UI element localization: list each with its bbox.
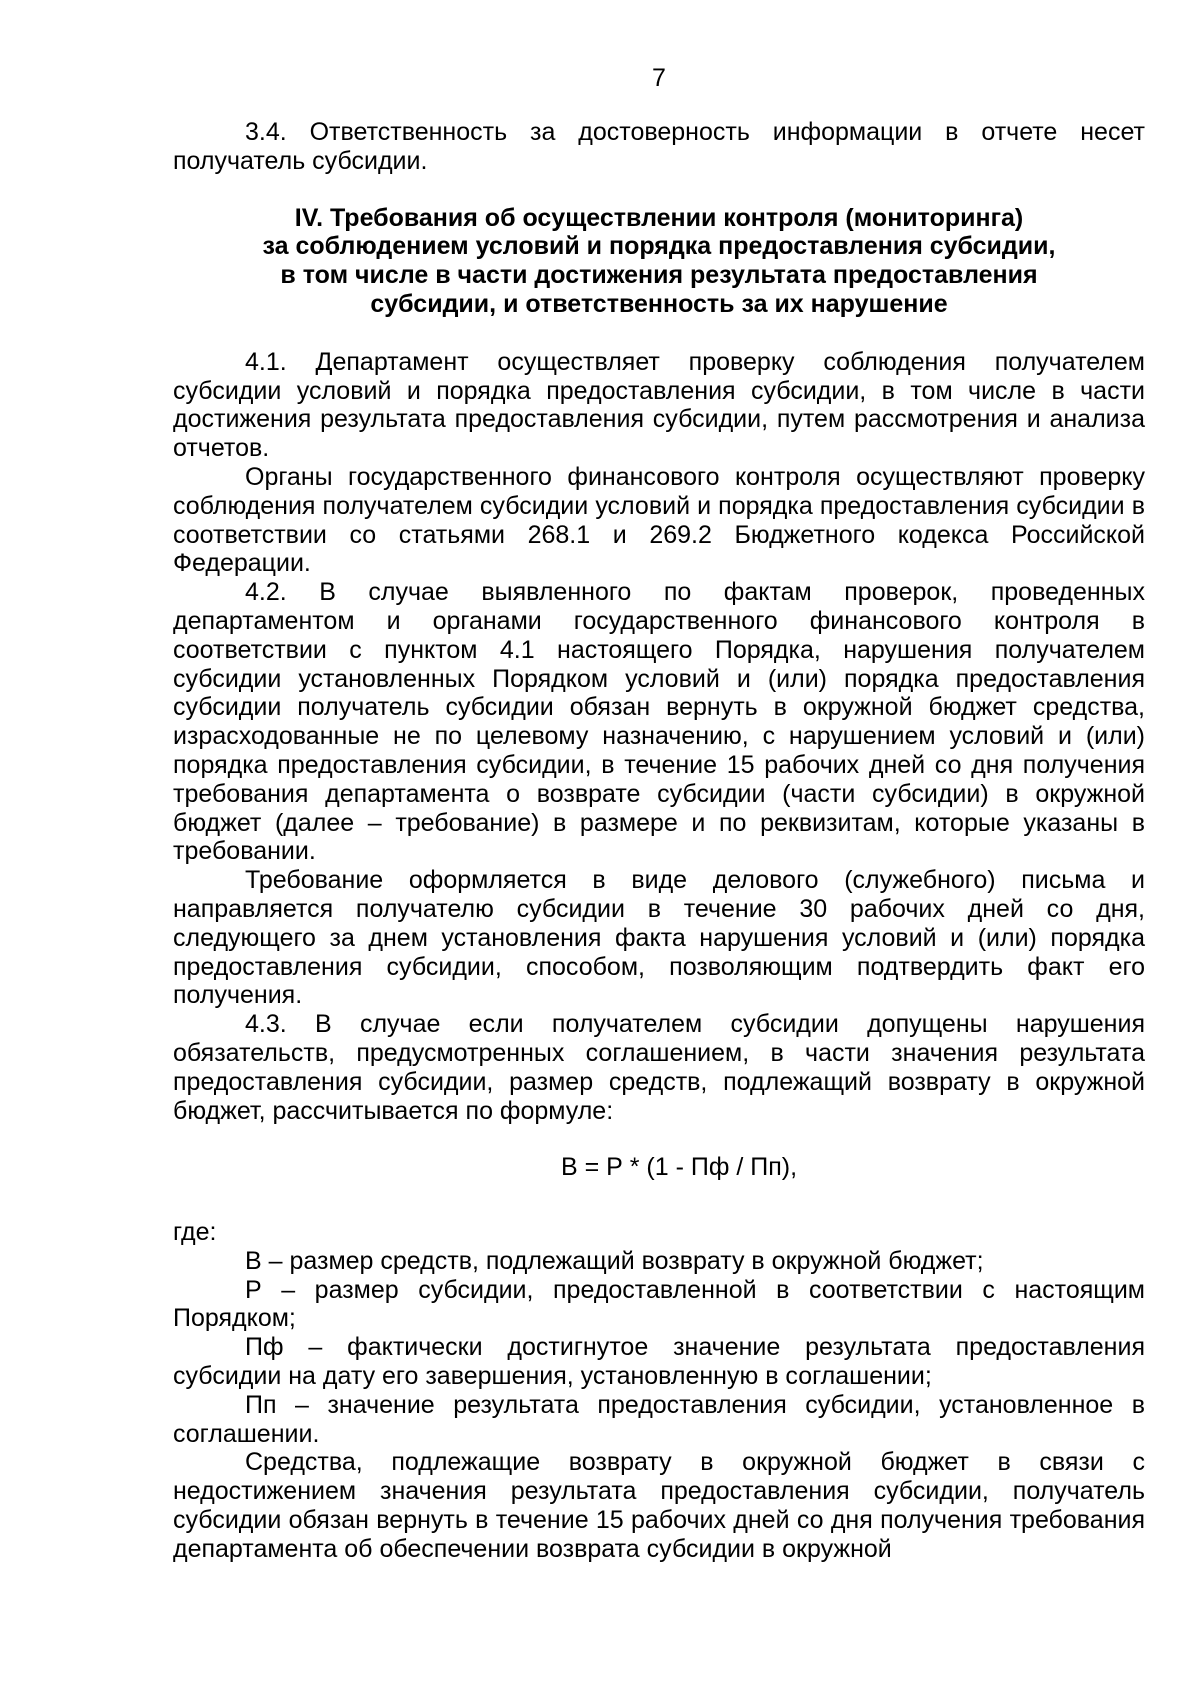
definition-pf: Пф – фактически достигнутое значение результата предоставления субсидии на дату его завершения, установленную в соглашении; [173,1333,1145,1391]
paragraph-3-4: 3.4. Ответственность за достоверность информации в отчете несет получатель субсидии. [173,118,1145,175]
paragraph-requirement: Требование оформляется в виде делового (служебного) письма и направляется получателю субсидии в течение 30 рабочих дней со дня, следующего за днем установления факта нарушения условий и (или) порядка предоставления субсидии, способом, позволяющим подтвердить факт его получения. [173,866,1145,1010]
paragraph-4-3: 4.3. В случае если получателем субсидии допущены нарушения обязательств, предусмотренных соглашением, в части значения результата предоставления субсидии, размер средств, подлежащий возврату в окружной бюджет, рассчитывается по формуле: [173,1010,1145,1125]
heading-line: субсидии, и ответственность за их нарушение [370,289,948,318]
heading-line: IV. Требования об осуществлении контроля (мониторинга) [294,203,1024,232]
definition-pp: Пп – значение результата предоставления субсидии, установленное в соглашении. [173,1390,1145,1448]
document-page [173,64,1145,1564]
paragraph-organs: Органы государственного финансового контроля осуществляют проверку соблюдения получателем субсидии условий и порядка предоставления субсидии в соответствии со статьями 268.1 и 269.2 Бюджетного кодекса Российской Федерации. [173,462,1145,578]
paragraph-funds: Средства, подлежащие возврату в окружной бюджет в связи с недостижением значения результата предоставления субсидии, получатель субсидии обязан вернуть в течение 15 рабочих дней со дня получения требования департамента об обеспечении возврата субсидии в окружной [173,1448,1145,1563]
formula: В = Р * (1 - Пф / Пп), [560,1153,798,1182]
paragraph-4-1: 4.1. Департамент осуществляет проверку соблюдения получателем субсидии условий и порядка предоставления субсидии, в том числе в части достижения результата предоставления субсидии, путем рассмотрения и анализа отчетов. [173,347,1145,463]
paragraph-4-2: 4.2. В случае выявленного по фактам проверок, проведенных департаментом и органами государственного финансового контроля в соответствии с пунктом 4.1 настоящего Порядка, нарушения получателем субсидии установленных Порядком условий и (или) порядка предоставления субсидии получатель субсидии обязан вернуть в окружной бюджет средства, израсходованные не по целевому назначению, с нарушением условий и (или) порядка предоставления субсидии, в течение 15 рабочих дней со дня получения требования департамента о возврате субсидии (части субсидии) в окружной бюджет (далее – требование) в размере и по реквизитам, которые указаны в требовании. [173,578,1145,866]
definition-r: Р – размер субсидии, предоставленной в соответствии с настоящим Порядком; [173,1275,1145,1333]
page-number: 7 [652,64,666,92]
where-label: где: [173,1218,217,1247]
definition-v: В – размер средств, подлежащий возврату в окружной бюджет; [245,1246,984,1275]
heading-line: за соблюдением условий и порядка предоставления субсидии, [262,232,1056,261]
section-heading [173,204,1145,319]
heading-line: в том числе в части достижения результата предоставления [280,261,1038,290]
